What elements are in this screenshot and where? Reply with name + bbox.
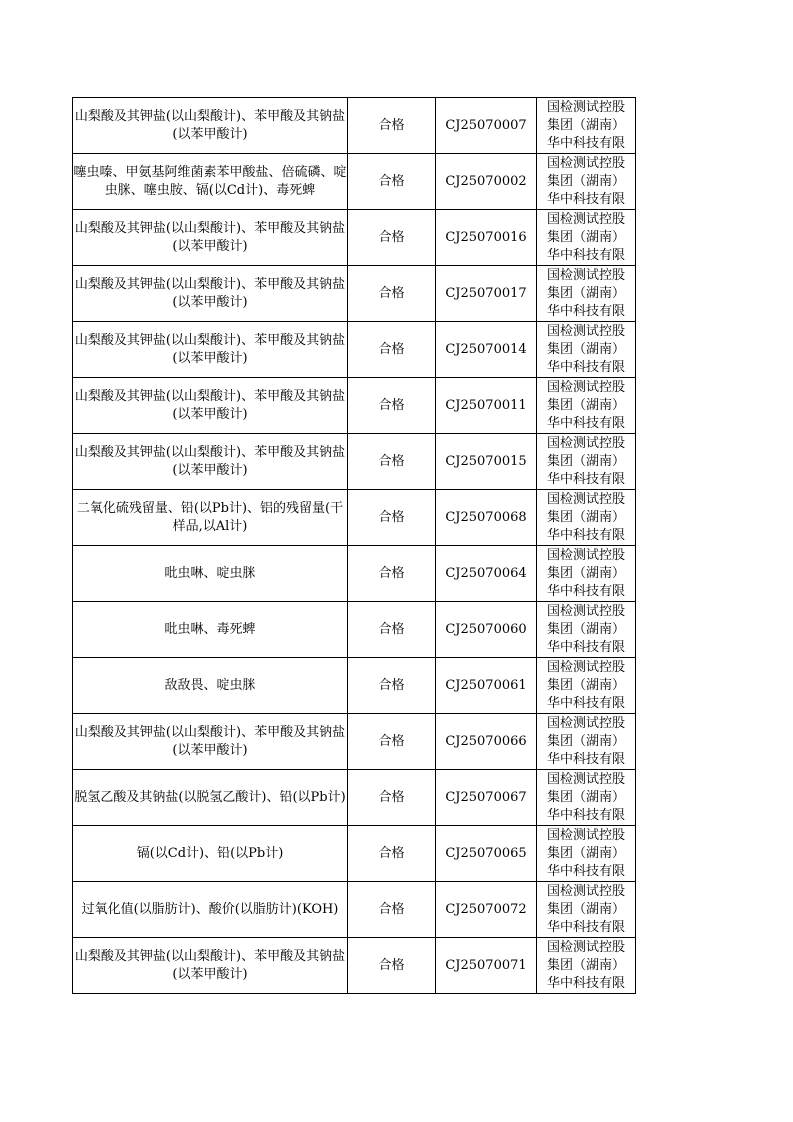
testing-org-cell: [537, 658, 636, 714]
report-code-cell: CJ25070014: [436, 322, 537, 378]
testing-org-cell: [537, 154, 636, 210]
testing-org-line: 华中科技有限: [546, 583, 625, 599]
table-row: [73, 210, 636, 266]
testing-org-line: 集团（湖南）: [546, 229, 625, 245]
report-code-cell: CJ25070068: [436, 490, 537, 546]
test-items-cell: 山梨酸及其钾盐(以山梨酸计)、苯甲酸及其钠盐(以苯甲酸计): [73, 210, 348, 266]
table-row: [73, 714, 636, 770]
testing-org-cell: [537, 490, 636, 546]
test-items-cell: 山梨酸及其钾盐(以山梨酸计)、苯甲酸及其钠盐(以苯甲酸计): [73, 938, 348, 994]
report-code-cell: CJ25070007: [436, 98, 537, 154]
test-items-cell: 二氧化硫残留量、铅(以Pb计)、铝的残留量(干样品,以Al计): [73, 490, 348, 546]
result-cell: 合格: [348, 434, 436, 490]
testing-org-line: 国检测试控股: [546, 939, 625, 955]
testing-org-line: 集团（湖南）: [546, 117, 625, 133]
test-items-cell: 吡虫啉、毒死蜱: [73, 602, 348, 658]
test-items-cell: 过氧化值(以脂肪计)、酸价(以脂肪计)(KOH): [73, 882, 348, 938]
result-cell: 合格: [348, 882, 436, 938]
testing-org-line: 华中科技有限: [546, 471, 625, 487]
testing-org-line: 华中科技有限: [546, 695, 625, 711]
testing-org-line: 华中科技有限: [546, 359, 625, 375]
testing-org-line: 华中科技有限: [546, 527, 625, 543]
testing-org-line: 华中科技有限: [546, 751, 625, 767]
test-items-cell: 山梨酸及其钾盐(以山梨酸计)、苯甲酸及其钠盐(以苯甲酸计): [73, 434, 348, 490]
testing-org-line: 国检测试控股: [546, 267, 625, 283]
testing-org-line: 国检测试控股: [546, 827, 625, 843]
table-row: [73, 154, 636, 210]
test-items-cell: 山梨酸及其钾盐(以山梨酸计)、苯甲酸及其钠盐(以苯甲酸计): [73, 98, 348, 154]
testing-org-line: 国检测试控股: [546, 379, 625, 395]
testing-org-line: 集团（湖南）: [546, 733, 625, 749]
result-cell: 合格: [348, 266, 436, 322]
testing-org-cell: [537, 98, 636, 154]
testing-org-line: 集团（湖南）: [546, 621, 625, 637]
testing-org-line: 集团（湖南）: [546, 173, 625, 189]
test-items-cell: 山梨酸及其钾盐(以山梨酸计)、苯甲酸及其钠盐(以苯甲酸计): [73, 322, 348, 378]
table-row: [73, 546, 636, 602]
testing-org-line: 华中科技有限: [546, 303, 625, 319]
testing-org-line: 国检测试控股: [546, 715, 625, 731]
testing-org-line: 集团（湖南）: [546, 677, 625, 693]
testing-org-line: 集团（湖南）: [546, 341, 625, 357]
result-cell: 合格: [348, 938, 436, 994]
table-row: [73, 490, 636, 546]
table-row: [73, 602, 636, 658]
testing-org-cell: [537, 546, 636, 602]
testing-org-line: 华中科技有限: [546, 415, 625, 431]
report-code-cell: CJ25070064: [436, 546, 537, 602]
report-code-cell: CJ25070060: [436, 602, 537, 658]
report-code-cell: CJ25070016: [436, 210, 537, 266]
test-items-cell: 山梨酸及其钾盐(以山梨酸计)、苯甲酸及其钠盐(以苯甲酸计): [73, 714, 348, 770]
testing-org-cell: [537, 434, 636, 490]
result-cell: 合格: [348, 714, 436, 770]
test-items-cell: 噻虫嗪、甲氨基阿维菌素苯甲酸盐、倍硫磷、啶虫脒、噻虫胺、镉(以Cd计)、毒死蜱: [73, 154, 348, 210]
result-cell: 合格: [348, 154, 436, 210]
testing-org-cell: [537, 714, 636, 770]
testing-org-line: 华中科技有限: [546, 247, 625, 263]
result-cell: 合格: [348, 490, 436, 546]
testing-org-line: 集团（湖南）: [546, 565, 625, 581]
testing-org-cell: [537, 378, 636, 434]
testing-org-line: 华中科技有限: [546, 863, 625, 879]
testing-org-line: 国检测试控股: [546, 883, 625, 899]
testing-org-line: 集团（湖南）: [546, 789, 625, 805]
testing-org-cell: [537, 322, 636, 378]
table-row: [73, 98, 636, 154]
table-row: [73, 322, 636, 378]
report-code-cell: CJ25070065: [436, 826, 537, 882]
report-code-cell: CJ25070002: [436, 154, 537, 210]
result-cell: 合格: [348, 602, 436, 658]
testing-org-line: 集团（湖南）: [546, 957, 625, 973]
testing-org-line: 集团（湖南）: [546, 845, 625, 861]
testing-org-line: 国检测试控股: [546, 491, 625, 507]
result-cell: 合格: [348, 98, 436, 154]
testing-org-cell: [537, 770, 636, 826]
result-cell: 合格: [348, 378, 436, 434]
testing-org-line: 华中科技有限: [546, 135, 625, 151]
report-code-cell: CJ25070066: [436, 714, 537, 770]
testing-org-line: 集团（湖南）: [546, 509, 625, 525]
testing-org-line: 华中科技有限: [546, 975, 625, 991]
report-code-cell: CJ25070072: [436, 882, 537, 938]
testing-org-line: 国检测试控股: [546, 603, 625, 619]
report-code-cell: CJ25070067: [436, 770, 537, 826]
test-items-cell: 山梨酸及其钾盐(以山梨酸计)、苯甲酸及其钠盐(以苯甲酸计): [73, 266, 348, 322]
testing-org-line: 国检测试控股: [546, 435, 625, 451]
testing-org-cell: [537, 266, 636, 322]
testing-org-line: 华中科技有限: [546, 639, 625, 655]
testing-org-line: 集团（湖南）: [546, 285, 625, 301]
testing-org-cell: [537, 602, 636, 658]
table-row: [73, 378, 636, 434]
testing-org-line: 华中科技有限: [546, 807, 625, 823]
testing-org-line: 国检测试控股: [546, 771, 625, 787]
testing-org-cell: [537, 882, 636, 938]
testing-org-cell: [537, 938, 636, 994]
results-table-body: [73, 98, 636, 994]
report-code-cell: CJ25070017: [436, 266, 537, 322]
testing-org-line: 集团（湖南）: [546, 453, 625, 469]
table-row: [73, 882, 636, 938]
result-cell: 合格: [348, 322, 436, 378]
testing-org-line: 国检测试控股: [546, 155, 625, 171]
results-table: [72, 97, 636, 994]
testing-org-cell: [537, 826, 636, 882]
testing-org-line: 集团（湖南）: [546, 901, 625, 917]
report-code-cell: CJ25070071: [436, 938, 537, 994]
testing-org-line: 国检测试控股: [546, 547, 625, 563]
table-row: [73, 938, 636, 994]
report-code-cell: CJ25070015: [436, 434, 537, 490]
testing-org-line: 国检测试控股: [546, 99, 625, 115]
result-cell: 合格: [348, 658, 436, 714]
result-cell: 合格: [348, 826, 436, 882]
testing-org-line: 集团（湖南）: [546, 397, 625, 413]
result-cell: 合格: [348, 770, 436, 826]
report-code-cell: CJ25070011: [436, 378, 537, 434]
test-items-cell: 脱氢乙酸及其钠盐(以脱氢乙酸计)、铅(以Pb计): [73, 770, 348, 826]
table-row: [73, 266, 636, 322]
testing-org-cell: [537, 210, 636, 266]
result-cell: 合格: [348, 546, 436, 602]
test-items-cell: 吡虫啉、啶虫脒: [73, 546, 348, 602]
testing-org-line: 华中科技有限: [546, 919, 625, 935]
report-code-cell: CJ25070061: [436, 658, 537, 714]
table-row: [73, 826, 636, 882]
result-cell: 合格: [348, 210, 436, 266]
test-items-cell: 敌敌畏、啶虫脒: [73, 658, 348, 714]
testing-org-line: 国检测试控股: [546, 211, 625, 227]
table-row: [73, 658, 636, 714]
test-items-cell: 山梨酸及其钾盐(以山梨酸计)、苯甲酸及其钠盐(以苯甲酸计): [73, 378, 348, 434]
testing-org-line: 国检测试控股: [546, 323, 625, 339]
testing-org-line: 华中科技有限: [546, 191, 625, 207]
testing-org-line: 国检测试控股: [546, 659, 625, 675]
table-row: [73, 434, 636, 490]
table-row: [73, 770, 636, 826]
test-items-cell: 镉(以Cd计)、铅(以Pb计): [73, 826, 348, 882]
